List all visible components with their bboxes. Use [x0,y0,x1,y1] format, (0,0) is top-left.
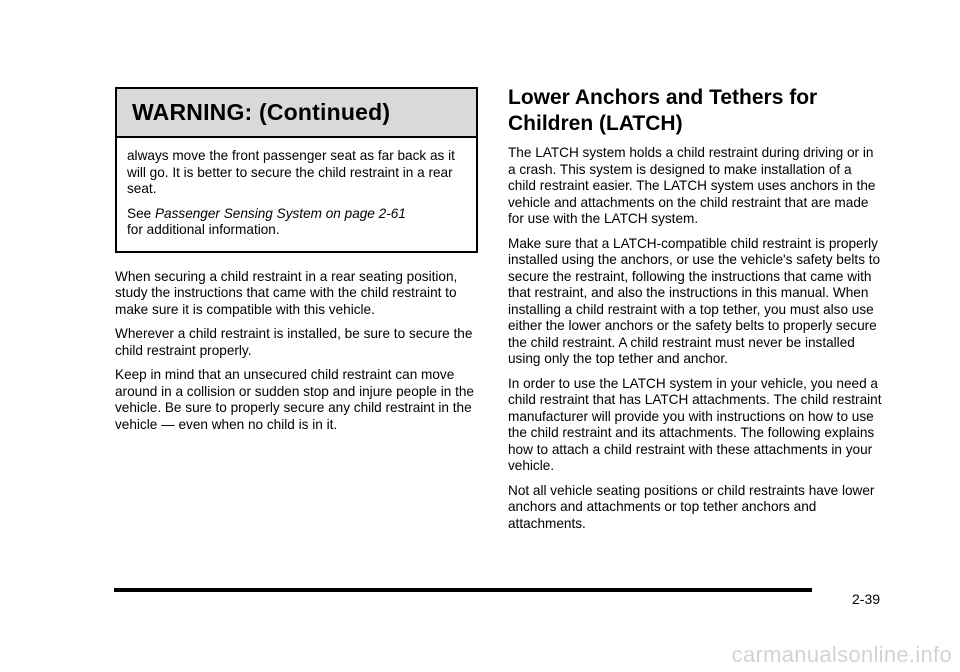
body-paragraph: The LATCH system holds a child restraint during driving or in a crash. This system is designed to make installation of a child restraint easier. The LATCH system uses anchors in the vehicle and attachments on the child restraint that are made for use with the LATCH system. [508,145,876,226]
see-suffix: for additional information. [127,222,280,237]
warning-see-also [127,206,464,239]
body-paragraph: Make sure that a LATCH-compatible child restraint is properly installed using the anchors, or use the vehicle's safety belts to secure the restraint, following the instructions that came with that restraint, and also the instructions in this manual. When installing a child restraint with a top tether, you must also use either the lower anchors or the safety belts to properly secure the child restraint. A child restraint must never be installed using only the top tether and anchor. [508,235,881,366]
heading-line-2: Children (LATCH) [508,112,683,135]
see-prefix: See [127,205,155,221]
body-paragraph: Not all vehicle seating positions or child restraints have lower anchors and attachments or top tether anchors and attachments. [508,482,875,531]
section-heading [508,85,883,137]
body-paragraph: Keep in mind that an unsecured child restraint can move around in a collision or sudden stop and injure people in the vehicle. Be sure to properly secure any child restraint in the vehicle — even when no child is in it. [115,367,474,432]
body-paragraph: In order to use the LATCH system in your vehicle, you need a child restraint that has LATCH attachments. The child restraint manufacturer will provide you with instructions on how to use the child restraint and its attachments. The following explains how to attach a child restraint with these attachments in your vehicle. [508,375,882,473]
left-body-text [115,269,478,434]
warning-box [115,87,478,253]
body-paragraph: Wherever a child restraint is installed, be sure to secure the child restraint properly. [115,326,473,358]
warning-title: WARNING: (Continued) [117,89,476,138]
body-paragraph: When securing a child restraint in a rear seating position, study the instructions that came with the child restraint to make sure it is compatible with this vehicle. [115,268,458,317]
watermark: carmanualsonline.info [731,642,952,667]
heading-line-1: Lower Anchors and Tethers for [508,86,818,109]
warning-paragraph: always move the front passenger seat as far back as it will go. It is better to secure the child restraint in a rear seat. [127,148,455,196]
warning-body [117,138,476,251]
footer-rule [114,588,812,592]
page-number: 2-39 [852,591,881,607]
right-column [508,85,883,540]
left-column [115,87,478,441]
cross-reference-link[interactable]: Passenger Sensing System on page 2-61 [154,205,406,221]
